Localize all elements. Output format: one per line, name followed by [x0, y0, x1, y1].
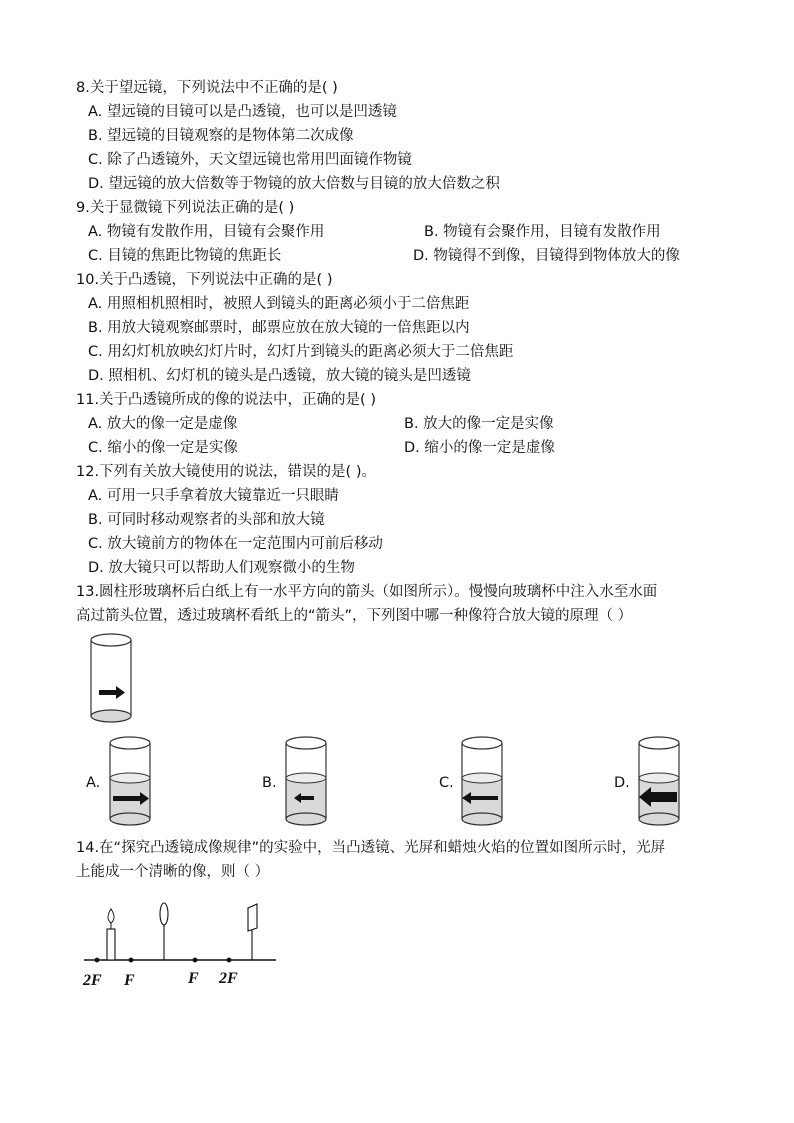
q8-option-a: A. 望远镜的目镜可以是凸透镜，也可以是凹透镜	[88, 104, 397, 120]
q11-option-d: D. 缩小的像一定是虚像	[404, 440, 555, 456]
q12-option-c: C. 放大镜前方的物体在一定范围内可前后移动	[88, 536, 383, 552]
q10-option-b: B. 用放大镜观察邮票时，邮票应放在放大镜的一倍焦距以内	[88, 320, 470, 336]
q8-stem: 8.关于望远镜，下列说法中不正确的是( )	[76, 80, 338, 96]
point-2f-right	[227, 958, 232, 963]
q12-option-d: D. 放大镜只可以帮助人们观察微小的生物	[88, 560, 355, 576]
q13-stem-line1: 13.圆柱形玻璃杯后白纸上有一水平方向的箭头（如图所示）。慢慢向玻璃杯中注入水至水面	[76, 584, 658, 600]
q9-option-c: C. 目镜的焦距比物镜的焦距长	[88, 248, 282, 264]
q10-option-c: C. 用幻灯机放映幻灯片时，幻灯片到镜头的距离必须大于二倍焦距	[88, 344, 514, 360]
q10-option-a: A. 用照相机照相时，被照人到镜头的距离必须小于二倍焦距	[88, 296, 470, 312]
q9-option-d: D. 物镜得不到像，目镜得到物体放大的像	[413, 248, 680, 264]
q10-stem: 10.关于凸透镜，下列说法中正确的是( )	[76, 272, 333, 288]
q14-optics-bench-figure	[80, 898, 280, 990]
q14-stem-line2: 上能成一个清晰的像，则（ ）	[76, 864, 270, 880]
q14-stem-line1: 14.在“探究凸透镜成像规律”的实验中，当凸透镜、光屏和蜡烛火焰的位置如图所示时，光屏	[76, 840, 666, 856]
label-2f-right: 2F	[219, 970, 238, 987]
q12-stem: 12.下列有关放大镜使用的说法，错误的是( )。	[76, 464, 376, 480]
q13-option-a-figure	[105, 735, 155, 827]
q12-option-b: B. 可同时移动观察者的头部和放大镜	[88, 512, 325, 528]
q13-option-c-figure	[457, 735, 507, 827]
q8-option-c: C. 除了凸透镜外，天文望远镜也常用凹面镜作物镜	[88, 152, 412, 168]
q9-stem: 9.关于显微镜下列说法正确的是( )	[76, 200, 295, 216]
point-f-right	[193, 958, 198, 963]
point-2f-left	[95, 958, 100, 963]
q11-option-c: C. 缩小的像一定是实像	[88, 440, 238, 456]
q8-option-d: D. 望远镜的放大倍数等于物镜的放大倍数与目镜的放大倍数之积	[88, 176, 500, 192]
q8-option-b: B. 望远镜的目镜观察的是物体第二次成像	[88, 128, 354, 144]
q9-option-a: A. 物镜有发散作用，目镜有会聚作用	[88, 224, 325, 240]
point-f-left	[129, 958, 134, 963]
q13-option-b-figure	[281, 735, 331, 827]
q13-glass-figure	[86, 632, 136, 724]
q12-option-a: A. 可用一只手拿着放大镜靠近一只眼睛	[88, 488, 339, 504]
label-f-left: F	[124, 972, 135, 989]
q13-option-d-figure	[634, 735, 684, 827]
q13-option-b-label: B.	[262, 775, 277, 791]
q9-option-b: B. 物镜有会聚作用，目镜有发散作用	[424, 224, 661, 240]
q10-option-d: D. 照相机、幻灯机的镜头是凸透镜，放大镜的镜头是凹透镜	[88, 368, 471, 384]
q11-stem: 11.关于凸透镜所成的像的说法中，正确的是( )	[76, 392, 376, 408]
q11-option-b: B. 放大的像一定是实像	[404, 416, 554, 432]
q11-option-a: A. 放大的像一定是虚像	[88, 416, 238, 432]
q13-option-a-label: A.	[86, 775, 101, 791]
label-2f-left: 2F	[83, 972, 102, 989]
q13-option-d-label: D.	[614, 775, 630, 791]
q13-stem-line2: 高过箭头位置，透过玻璃杯看纸上的“箭头”，下列图中哪一种像符合放大镜的原理（ ）	[76, 608, 633, 624]
q13-option-c-label: C.	[439, 775, 454, 791]
label-f-right: F	[188, 970, 199, 987]
